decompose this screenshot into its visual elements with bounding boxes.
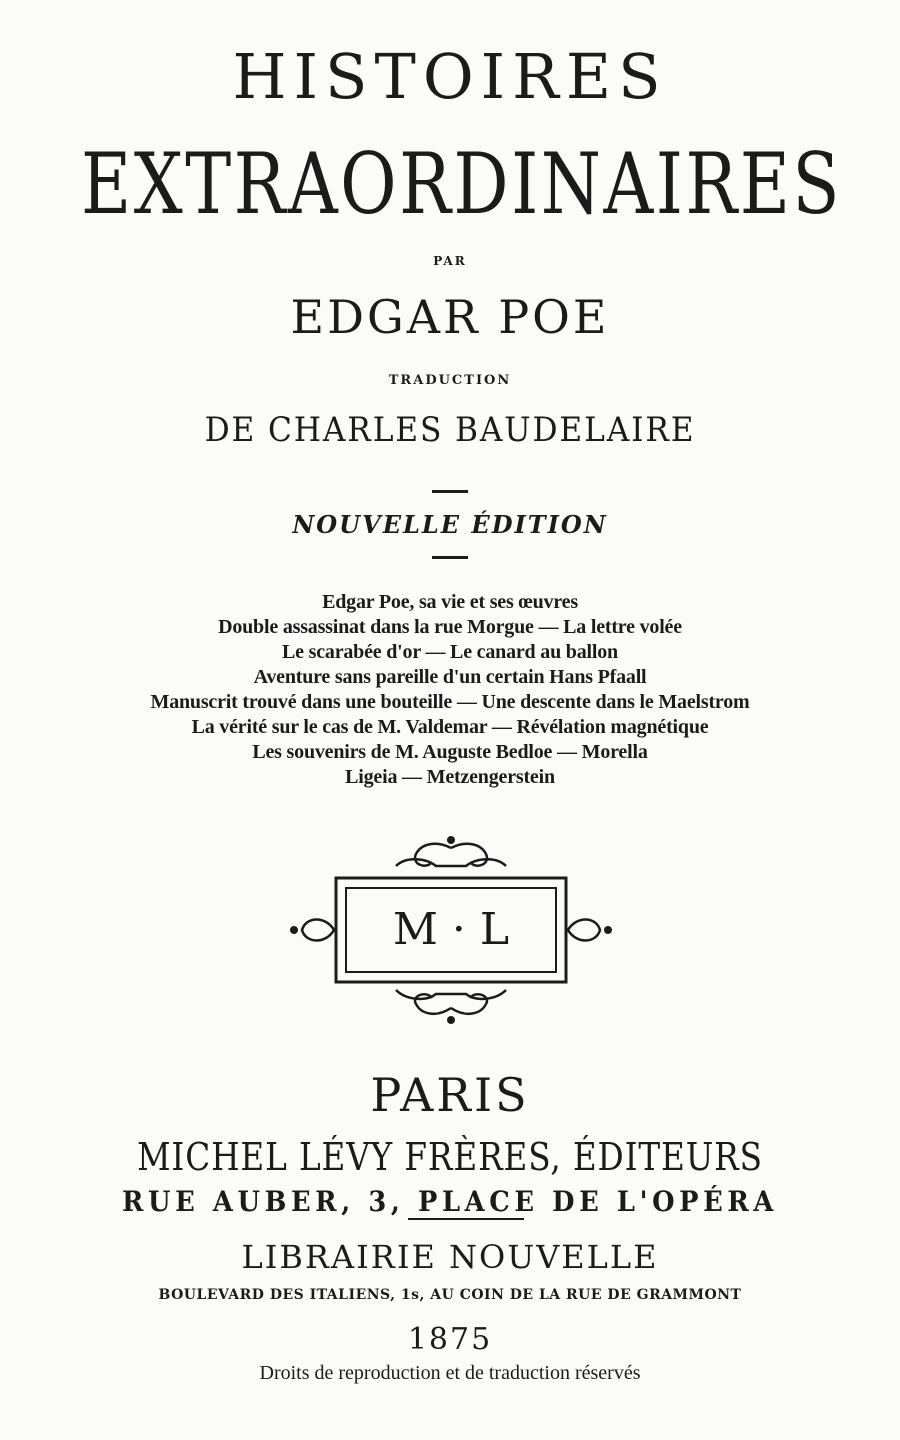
contents-item: Manuscrit trouvé dans une bouteille — Une descente dans le Maelstrom	[150, 691, 750, 713]
underline-rule	[408, 1218, 524, 1220]
divider-rule-top	[432, 490, 468, 493]
rights-notice: Droits de reproduction et de traduction réservés	[259, 1362, 641, 1384]
contents-item: Les souvenirs de M. Auguste Bedloe — Morella	[252, 741, 648, 763]
contents-item: Double assassinat dans la rue Morgue — La lettre volée	[218, 616, 682, 638]
divider-rule-bottom	[432, 556, 468, 559]
title-line-1: HISTOIRES	[232, 40, 668, 113]
title-line-2: EXTRAORDINAIRES	[81, 135, 843, 233]
contents-item: Aventure sans pareille d'un certain Hans Pfaall	[253, 666, 647, 688]
publication-year: 1875	[407, 1322, 493, 1357]
publisher-emblem	[286, 830, 616, 1030]
author-name: EDGAR POE	[290, 290, 610, 344]
contents-item: Ligeia — Metzengerstein	[345, 766, 555, 788]
translation-label: TRADUCTION	[388, 373, 512, 388]
imprint-name: LIBRAIRIE NOUVELLE	[241, 1238, 659, 1276]
contents-item: Le scarabée d'or — Le canard au ballon	[282, 641, 618, 663]
publisher-address: RUE AUBER, 3, PLACE DE L'OPÉRA	[122, 1185, 778, 1218]
by-label: PAR	[433, 254, 467, 268]
imprint-address: BOULEVARD DES ITALIENS, 1s, AU COIN DE LA RUE DE GRAMMONT	[158, 1287, 742, 1303]
contents-item: Edgar Poe, sa vie et ses œuvres	[322, 591, 578, 613]
emblem-monogram: M · L	[392, 904, 510, 955]
translator-name: DE CHARLES BAUDELAIRE	[204, 410, 696, 450]
edition-label: NOUVELLE ÉDITION	[292, 510, 608, 539]
publication-city: PARIS	[370, 1068, 530, 1122]
publisher-name: MICHEL LÉVY FRÈRES, ÉDITEURS	[137, 1135, 763, 1179]
contents-list	[0, 590, 900, 790]
contents-item: La vérité sur le cas de M. Valdemar — Révélation magnétique	[191, 716, 709, 738]
